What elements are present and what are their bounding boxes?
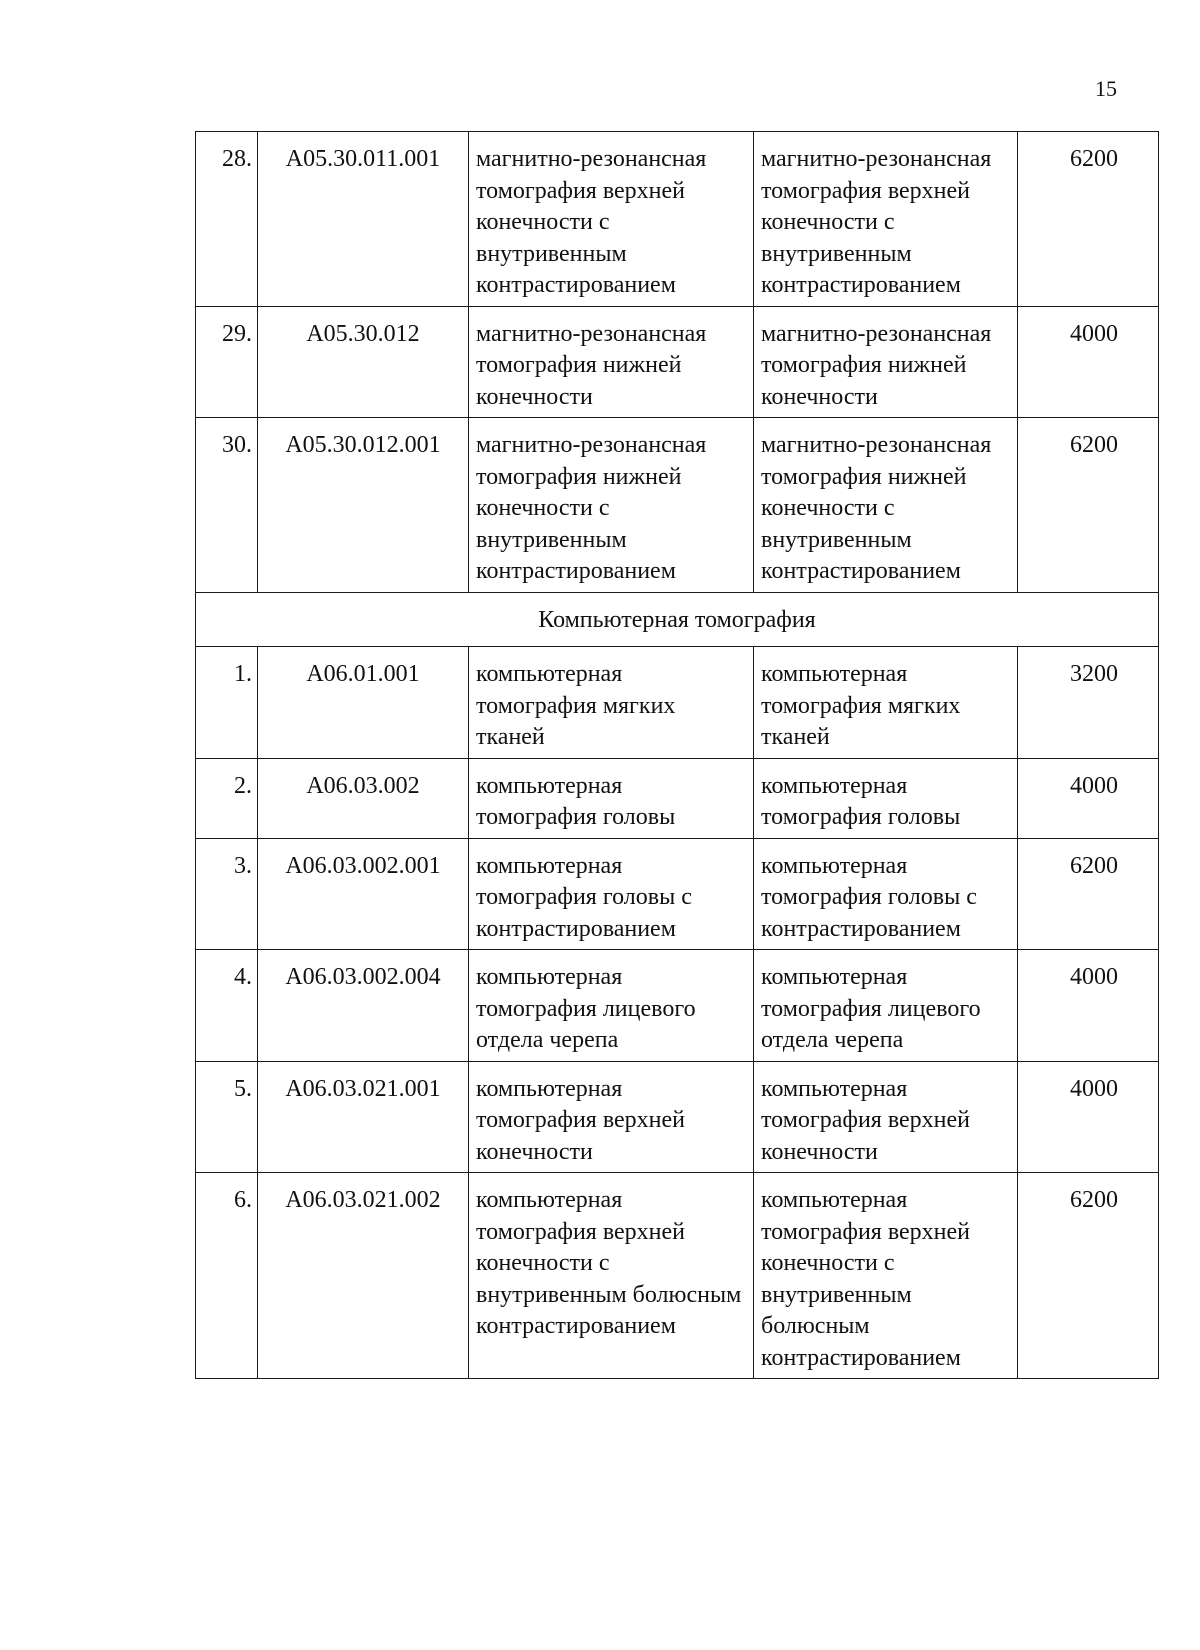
table-row [196, 306, 1159, 418]
table-row [196, 647, 1159, 759]
row-number: 2. [196, 758, 258, 838]
service-name-alt: компьютерная томография верхней конечности [754, 1061, 1018, 1173]
row-number: 6. [196, 1173, 258, 1379]
row-number: 4. [196, 950, 258, 1062]
table-row [196, 838, 1159, 950]
table-body [196, 132, 1159, 1379]
service-price: 4000 [1018, 1061, 1159, 1173]
service-name: компьютерная томография головы [469, 758, 754, 838]
service-price: 6200 [1018, 838, 1159, 950]
section-title: Компьютерная томография [196, 592, 1159, 647]
service-name-alt: компьютерная томография лицевого отдела черепа [754, 950, 1018, 1062]
row-number: 3. [196, 838, 258, 950]
service-code: А05.30.011.001 [258, 132, 469, 307]
table-row [196, 1061, 1159, 1173]
row-number: 5. [196, 1061, 258, 1173]
table-row [196, 1173, 1159, 1379]
service-code: А06.01.001 [258, 647, 469, 759]
service-price: 3200 [1018, 647, 1159, 759]
service-name-alt: компьютерная томография мягких тканей [754, 647, 1018, 759]
service-name: магнитно-резонансная томография нижней конечности с внутривенным контрастированием [469, 418, 754, 593]
service-name-alt: магнитно-резонансная томография верхней конечности с внутривенным контрастированием [754, 132, 1018, 307]
service-code: А06.03.002.001 [258, 838, 469, 950]
service-name: магнитно-резонансная томография нижней конечности [469, 306, 754, 418]
service-name-alt: компьютерная томография головы с контрастированием [754, 838, 1018, 950]
service-code: А05.30.012 [258, 306, 469, 418]
service-name: компьютерная томография головы с контрастированием [469, 838, 754, 950]
service-code: А05.30.012.001 [258, 418, 469, 593]
service-name-alt: магнитно-резонансная томография нижней конечности с внутривенным контрастированием [754, 418, 1018, 593]
table-row [196, 950, 1159, 1062]
service-code: А06.03.002 [258, 758, 469, 838]
row-number: 30. [196, 418, 258, 593]
service-price: 6200 [1018, 1173, 1159, 1379]
table-row [196, 418, 1159, 593]
service-name: магнитно-резонансная томография верхней конечности с внутривенным контрастированием [469, 132, 754, 307]
service-price: 4000 [1018, 758, 1159, 838]
service-name-alt: компьютерная томография верхней конечности с внутривенным болюсным контрастированием [754, 1173, 1018, 1379]
service-name: компьютерная томография лицевого отдела черепа [469, 950, 754, 1062]
service-code: А06.03.002.004 [258, 950, 469, 1062]
service-code: А06.03.021.001 [258, 1061, 469, 1173]
service-price: 6200 [1018, 418, 1159, 593]
table-row [196, 758, 1159, 838]
section-header-row [196, 592, 1159, 647]
row-number: 28. [196, 132, 258, 307]
table-row [196, 132, 1159, 307]
service-name-alt: магнитно-резонансная томография нижней конечности [754, 306, 1018, 418]
row-number: 29. [196, 306, 258, 418]
service-price: 4000 [1018, 950, 1159, 1062]
row-number: 1. [196, 647, 258, 759]
service-name: компьютерная томография мягких тканей [469, 647, 754, 759]
service-price: 4000 [1018, 306, 1159, 418]
service-name: компьютерная томография верхней конечности [469, 1061, 754, 1173]
service-name: компьютерная томография верхней конечности с внутривенным болюсным контрастированием [469, 1173, 754, 1379]
service-code: А06.03.021.002 [258, 1173, 469, 1379]
service-name-alt: компьютерная томография головы [754, 758, 1018, 838]
page-number: 15 [1095, 76, 1117, 101]
services-price-table [195, 131, 1159, 1379]
service-price: 6200 [1018, 132, 1159, 307]
